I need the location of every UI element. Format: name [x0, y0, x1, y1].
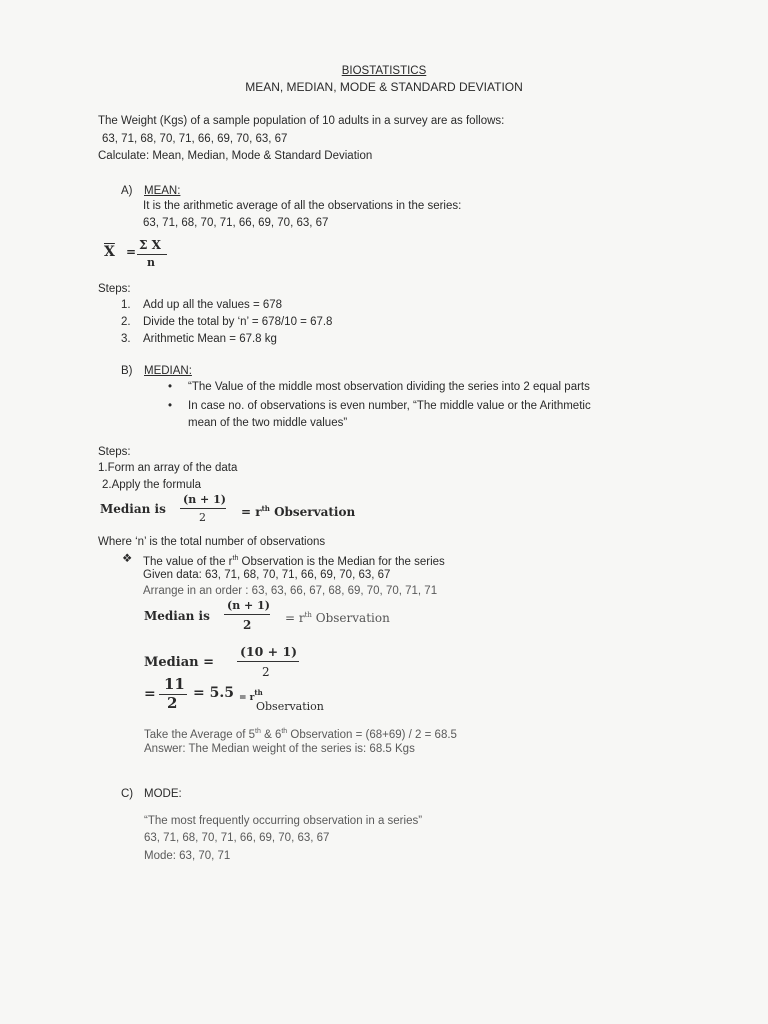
intro-line-1: The Weight (Kgs) of a sample population of 10 adults in a survey are as follows: [98, 115, 505, 127]
mean-formula-lhs: $\overline{X}$ [104, 244, 115, 260]
intro-task: Calculate: Mean, Median, Mode & Standard Deviation [98, 150, 373, 162]
median-average-pre: Take the Average of 5 [144, 729, 256, 741]
mean-data: 63, 71, 68, 70, 71, 66, 69, 70, 63, 67 [143, 217, 329, 229]
median-formula-2-denominator: 2 [243, 618, 252, 632]
median-arrange: Arrange in an order : 63, 63, 66, 67, 68, 69, 70, 70, 71, 71 [143, 585, 438, 597]
median-answer: Answer: The Median weight of the series is: 68.5 Kgs [144, 743, 415, 755]
median-formula-3-lhs: Median = [144, 655, 214, 670]
mean-definition: It is the arithmetic average of all the observations in the series: [143, 200, 462, 212]
mean-formula-numerator: Σ X [139, 238, 161, 252]
mean-step-2: Divide the total by ‘n’ = 678/10 = 67.8 [143, 316, 333, 328]
mode-result: Mode: 63, 70, 71 [144, 850, 231, 862]
median-formula-4-numerator: 11 [164, 675, 185, 693]
median-average-sup-2: th [281, 728, 288, 735]
mean-step-1: Add up all the values = 678 [143, 299, 283, 311]
median-formula-4-eq: = [144, 686, 156, 702]
median-formula-1-denominator: 2 [199, 511, 206, 524]
intro-data: 63, 71, 68, 70, 71, 66, 69, 70, 63, 67 [102, 133, 288, 145]
bullet-icon: • [168, 400, 173, 412]
bullet-icon: • [168, 381, 173, 393]
median-formula-2-sup: th [304, 611, 312, 619]
median-formula-4-denominator: 2 [167, 694, 178, 712]
median-average-sup-1: th [255, 728, 261, 735]
median-formula-3-bar [237, 661, 299, 662]
median-formula-2-numerator: (n + 1) [227, 599, 270, 612]
diamond-bullet-icon: ❖ [122, 553, 133, 565]
mean-formula-eq: = [126, 245, 137, 259]
median-formula-1-lhs: Median is [100, 502, 166, 516]
mode-definition: “The most frequently occurring observation in a series” [144, 815, 423, 827]
median-formula-2-obs: Observation [311, 611, 390, 625]
mode-data: 63, 71, 68, 70, 71, 66, 69, 70, 63, 67 [144, 832, 330, 844]
mean-step-2-num: 2. [121, 316, 131, 328]
median-average-post: Observation = (68+69) / 2 = 68.5 [287, 729, 457, 741]
median-average-mid: & 6 [260, 729, 282, 741]
median-bullet-2b: mean of the two middle values” [188, 417, 348, 429]
median-letter: B) [121, 365, 133, 377]
median-formula-2-bar [224, 614, 270, 615]
median-formula-4-sup: th [254, 688, 263, 697]
median-formula-1-sup: th [261, 504, 270, 513]
median-step-2: 2.Apply the formula [102, 479, 202, 491]
median-formula-1-obs: Observation [269, 505, 356, 519]
median-formula-4-result: = 5.5 [193, 685, 234, 701]
document-subtitle: MEAN, MEDIAN, MODE & STANDARD DEVIATION [245, 80, 523, 94]
median-rth-text-post: Observation is the Median for the series [238, 556, 445, 568]
median-formula-3-denominator: 2 [262, 665, 270, 679]
mean-letter: A) [121, 185, 133, 197]
median-formula-4-r: = r [239, 693, 255, 703]
median-step-1: 1.Form an array of the data [98, 462, 238, 474]
mean-steps-label: Steps: [98, 283, 131, 295]
median-formula-1-r: = r [241, 505, 262, 519]
median-formula-1-numerator: (n + 1) [183, 493, 226, 506]
mean-fraction-bar [137, 254, 167, 255]
median-rth-sup: th [232, 555, 239, 562]
median-bullet-1: “The Value of the middle most observation dividing the series into 2 equal parts [188, 381, 590, 393]
median-formula-2-lhs: Median is [144, 609, 210, 623]
mean-step-1-num: 1. [121, 299, 131, 311]
mode-heading: MODE: [144, 788, 182, 800]
median-given: Given data: 63, 71, 68, 70, 71, 66, 69, 70, 63, 67 [143, 569, 391, 581]
mean-step-3-num: 3. [121, 333, 131, 345]
median-formula-4-observation: Observation [256, 700, 324, 713]
document-title: BIOSTATISTICS [341, 65, 427, 77]
mode-letter: C) [121, 788, 134, 800]
median-formula-1-bar [180, 508, 226, 509]
median-formula-3-numerator: (10 + 1) [240, 644, 298, 659]
median-heading: MEDIAN: [144, 365, 192, 377]
median-where: Where ‘n’ is the total number of observations [98, 536, 326, 548]
median-formula-2-r: = r [285, 611, 305, 625]
mean-formula-denominator: n [147, 256, 155, 269]
median-rth-text-pre: The value of the r [143, 556, 233, 568]
mean-heading: MEAN: [144, 185, 181, 197]
median-steps-label: Steps: [98, 446, 131, 458]
median-bullet-2a: In case no. of observations is even number, “The middle value or the Arithmetic [188, 400, 591, 412]
mean-step-3: Arithmetic Mean = 67.8 kg [143, 333, 277, 345]
